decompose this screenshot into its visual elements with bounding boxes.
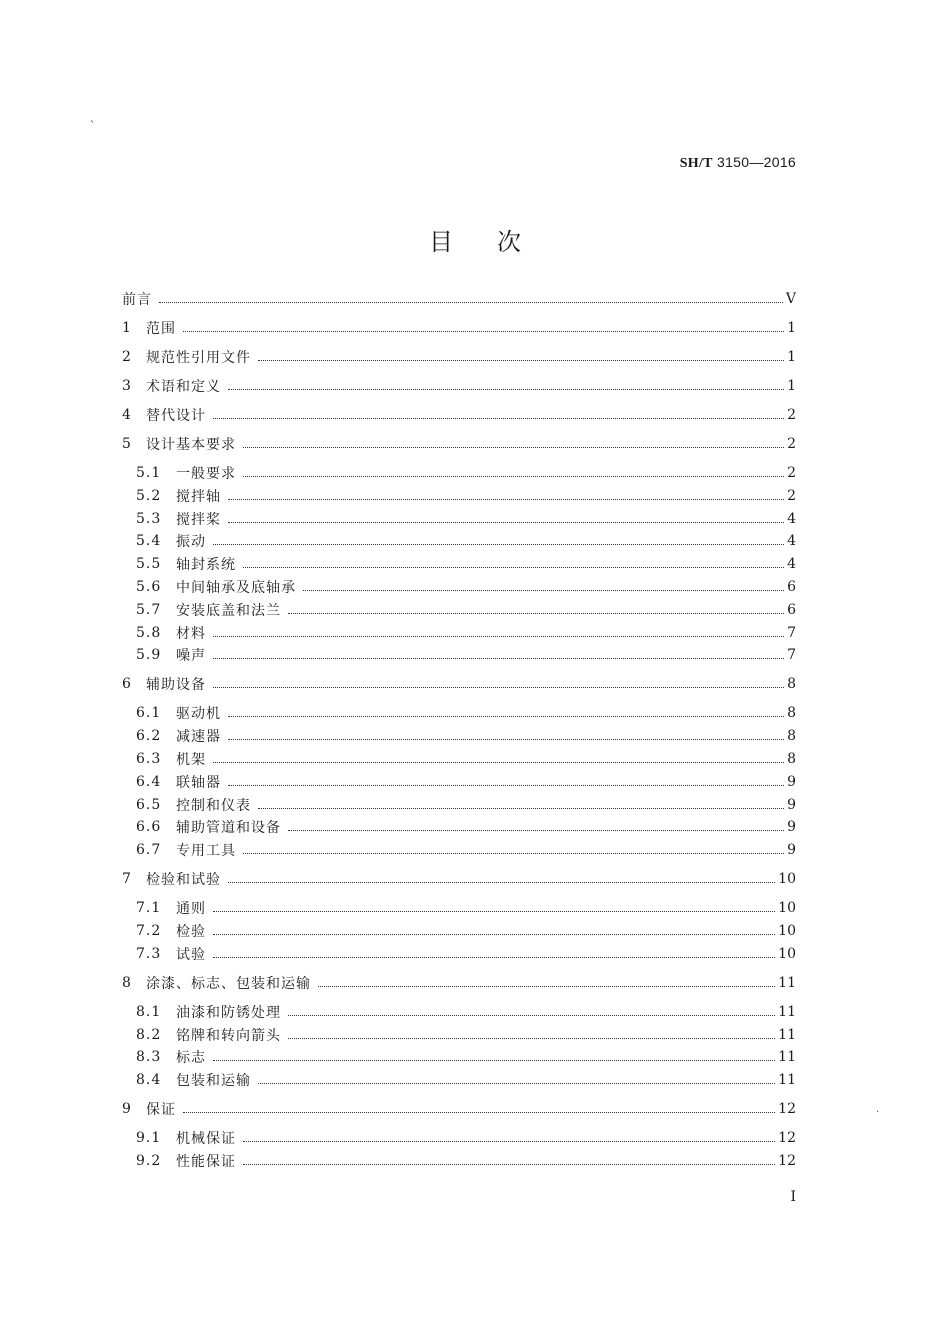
toc-entry[interactable] <box>122 576 796 598</box>
toc-entry[interactable] <box>122 839 796 861</box>
dot-leader <box>288 612 784 614</box>
toc-entry[interactable] <box>122 794 796 816</box>
toc-entry-page: 11 <box>778 1049 796 1066</box>
toc-entry-page: 12 <box>778 1130 796 1147</box>
toc-entry-number: 5.4 <box>136 533 162 550</box>
toc-entry-page: 2 <box>787 487 796 504</box>
toc-entry-number: 6.4 <box>136 773 162 790</box>
toc-entry-label: 油漆和防锈处理 <box>176 1004 281 1021</box>
toc-entry-number: 1 <box>122 320 131 336</box>
dot-leader <box>243 566 784 568</box>
toc-entry-number: 5.1 <box>136 465 162 481</box>
toc-entry-label: 驱动机 <box>176 706 221 723</box>
dot-leader <box>243 1140 775 1142</box>
toc-entry-page: 10 <box>778 923 796 939</box>
toc-entry[interactable] <box>122 725 796 747</box>
page-number: I <box>790 1189 796 1205</box>
toc-entry-page: 4 <box>787 533 796 550</box>
toc-entry-label: 检验和试验 <box>146 872 221 889</box>
dot-leader <box>213 657 784 659</box>
standard-prefix: SH/T <box>679 156 713 171</box>
toc-entry-label: 噪声 <box>176 648 206 665</box>
dot-leader <box>228 388 784 390</box>
dot-leader <box>318 985 775 987</box>
toc-entry-page: 9 <box>787 773 796 790</box>
toc-entry[interactable] <box>122 897 796 919</box>
toc-entry[interactable] <box>122 288 796 310</box>
dot-leader <box>243 446 784 448</box>
toc-entry-number: 4 <box>122 407 131 423</box>
toc-entry[interactable] <box>122 868 796 890</box>
toc-entry-label: 机架 <box>176 752 206 768</box>
toc-entry[interactable] <box>122 433 796 455</box>
toc-entry-page: 11 <box>778 1026 796 1043</box>
scan-speck: . <box>876 1104 880 1115</box>
dot-leader <box>228 784 784 786</box>
toc-entry[interactable] <box>122 553 796 575</box>
dot-leader <box>243 1163 775 1165</box>
toc-entry[interactable] <box>122 508 796 530</box>
toc-entry-number: 5 <box>122 436 131 452</box>
toc-entry-page: 10 <box>778 945 796 962</box>
dot-leader <box>159 301 783 303</box>
toc-entry-label: 规范性引用文件 <box>146 350 251 366</box>
toc-entry[interactable] <box>122 816 796 838</box>
toc-entry-number: 8 <box>122 974 131 991</box>
dot-leader <box>183 330 784 332</box>
toc-entry[interactable] <box>122 404 796 426</box>
toc-entry-label: 铭牌和转向箭头 <box>176 1027 281 1044</box>
toc-entry[interactable] <box>122 375 796 397</box>
toc-entry[interactable] <box>122 622 796 644</box>
toc-entry-page: 4 <box>787 556 796 573</box>
dot-leader <box>213 910 775 912</box>
toc-entry-page: 1 <box>787 349 796 365</box>
toc-entry-number: 5.2 <box>136 487 162 504</box>
toc-entry[interactable] <box>122 346 796 368</box>
toc-entry-page: 11 <box>778 1003 796 1020</box>
dot-leader <box>243 475 784 477</box>
toc-entry[interactable] <box>122 599 796 621</box>
toc-entry-label: 一般要求 <box>176 466 236 482</box>
toc-entry-label: 保证 <box>146 1102 176 1119</box>
toc-entry-number: 5.5 <box>136 556 162 573</box>
toc-entry[interactable] <box>122 530 796 552</box>
toc-entry-number: 6.3 <box>136 751 162 767</box>
toc-entry-page: 9 <box>787 819 796 836</box>
toc-entry-label: 替代设计 <box>146 408 206 424</box>
dot-leader <box>228 881 775 883</box>
toc-entry[interactable] <box>122 920 796 942</box>
toc-entry-label: 机械保证 <box>176 1131 236 1148</box>
toc-entry-number: 9.1 <box>136 1130 162 1147</box>
toc-entry-number: 6 <box>122 676 131 693</box>
toc-entry-label: 包装和运输 <box>176 1073 251 1090</box>
toc-entry-page: 7 <box>787 647 796 664</box>
toc-entry-page: 6 <box>787 579 796 595</box>
toc-entry-label: 性能保证 <box>176 1154 236 1170</box>
toc-entry-number: 6.7 <box>136 842 162 859</box>
dot-leader <box>288 1037 775 1039</box>
toc-entry-page: 8 <box>787 676 796 693</box>
dot-leader <box>288 829 784 831</box>
toc-entry[interactable] <box>122 317 796 339</box>
toc-entry[interactable] <box>122 1001 796 1023</box>
toc-entry-label: 材料 <box>176 625 206 642</box>
dot-leader <box>258 807 784 809</box>
toc-entry-page: 8 <box>787 751 796 767</box>
toc-entry[interactable] <box>122 1098 796 1120</box>
dot-leader <box>288 1014 775 1016</box>
dot-leader <box>258 359 784 361</box>
toc-entry-label: 辅助管道和设备 <box>176 820 281 837</box>
toc-entry[interactable] <box>122 1069 796 1091</box>
toc-entry-page: 2 <box>787 465 796 481</box>
toc-entry-page: V <box>785 291 796 307</box>
dot-leader <box>228 498 784 500</box>
toc-entry-page: 9 <box>787 796 796 813</box>
toc-entry-number: 3 <box>122 378 131 394</box>
toc-entry-number: 6.6 <box>136 819 162 836</box>
dot-leader <box>243 852 784 854</box>
toc-entry-page: 2 <box>787 407 796 423</box>
dot-leader <box>303 589 784 591</box>
toc-entry-label: 专用工具 <box>176 843 236 860</box>
toc-entry-label: 中间轴承及底轴承 <box>176 580 296 596</box>
dot-leader <box>213 956 775 958</box>
toc-entry-number: 6.1 <box>136 705 162 722</box>
scan-speck: 、 <box>90 114 100 125</box>
toc-entry-number: 6.5 <box>136 796 162 813</box>
toc-entry-page: 11 <box>778 974 796 991</box>
dot-leader <box>213 417 784 419</box>
toc-entry[interactable] <box>122 485 796 507</box>
toc-entry-page: 9 <box>787 842 796 859</box>
toc-entry-number: 8.1 <box>136 1003 162 1020</box>
toc-entry-label: 设计基本要求 <box>146 437 236 453</box>
toc-entry-number: 8.3 <box>136 1049 162 1066</box>
toc-entry-page: 12 <box>778 1153 796 1169</box>
toc-entry[interactable] <box>122 673 796 695</box>
toc-entry-number: 7.2 <box>136 923 162 939</box>
toc-entry[interactable] <box>122 702 796 724</box>
toc-entry[interactable] <box>122 1046 796 1068</box>
dot-leader <box>213 1059 775 1061</box>
dot-leader <box>228 715 784 717</box>
toc-entry-number: 9.2 <box>136 1153 162 1169</box>
toc-entry-label: 搅拌桨 <box>176 511 221 528</box>
toc-entry-page: 8 <box>787 705 796 722</box>
toc-entry-number: 7.1 <box>136 900 162 917</box>
toc-entry-label: 安装底盖和法兰 <box>176 602 281 619</box>
toc-entry-page: 11 <box>778 1072 796 1089</box>
dot-leader <box>213 761 784 763</box>
toc-entry-label: 搅拌轴 <box>176 488 221 505</box>
toc-entry[interactable] <box>122 644 796 666</box>
toc-entry[interactable] <box>122 943 796 965</box>
toc-entry-page: 7 <box>787 624 796 641</box>
dot-leader <box>228 738 784 740</box>
toc-entry[interactable] <box>122 771 796 793</box>
standard-code <box>680 154 796 172</box>
dot-leader <box>213 686 784 688</box>
toc-entry-number: 2 <box>122 349 131 365</box>
dot-leader <box>183 1111 775 1113</box>
toc-entry-label: 减速器 <box>176 729 221 746</box>
toc-entry-label: 涂漆、标志、包装和运输 <box>146 975 311 992</box>
toc-entry-number: 8.4 <box>136 1072 162 1089</box>
toc-entry-number: 5.3 <box>136 510 162 527</box>
toc-entry-page: 4 <box>787 510 796 527</box>
toc-entry[interactable] <box>122 748 796 770</box>
toc-entry-page: 8 <box>787 728 796 745</box>
toc-entry-label: 联轴器 <box>176 774 221 791</box>
dot-leader <box>228 521 784 523</box>
toc-entry-label: 前言 <box>122 292 152 308</box>
toc-entry-label: 轴封系统 <box>176 557 236 574</box>
toc-entry-number: 5.8 <box>136 624 162 641</box>
toc-entry-label: 检验 <box>176 924 206 940</box>
toc-entry-number: 5.9 <box>136 647 162 664</box>
toc-entry-page: 1 <box>787 378 796 394</box>
toc-entry[interactable] <box>122 462 796 484</box>
toc-entry-page: 1 <box>787 320 796 336</box>
toc-entry[interactable] <box>122 1150 796 1172</box>
toc-entry[interactable] <box>122 1127 796 1149</box>
toc-entry-number: 5.6 <box>136 579 162 595</box>
toc-entry-number: 7.3 <box>136 945 162 962</box>
toc-entry-label: 控制和仪表 <box>176 797 251 814</box>
toc-entry[interactable] <box>122 1024 796 1046</box>
dot-leader <box>258 1082 775 1084</box>
toc-entry-label: 术语和定义 <box>146 379 221 395</box>
toc-entry-number: 6.2 <box>136 728 162 745</box>
dot-leader <box>213 635 784 637</box>
standard-number: 3150—2016 <box>717 154 796 170</box>
toc-entry-page: 2 <box>787 436 796 452</box>
toc-entry-label: 振动 <box>176 534 206 551</box>
page-title: 目次 <box>429 228 565 256</box>
toc-entry-page: 10 <box>778 900 796 917</box>
toc-entry-label: 范围 <box>146 321 176 337</box>
toc-entry-page: 12 <box>778 1101 796 1118</box>
toc-entry-page: 10 <box>778 871 796 888</box>
toc-entry[interactable] <box>122 972 796 994</box>
toc-entry-label: 通则 <box>176 901 206 918</box>
toc-entry-number: 8.2 <box>136 1026 162 1043</box>
toc-entry-number: 9 <box>122 1101 131 1118</box>
dot-leader <box>213 933 775 935</box>
toc-entry-number: 7 <box>122 871 131 888</box>
dot-leader <box>213 543 784 545</box>
toc-entry-label: 标志 <box>176 1050 206 1067</box>
toc-entry-label: 辅助设备 <box>146 677 206 694</box>
toc-entry-page: 6 <box>787 601 796 618</box>
toc-entry-label: 试验 <box>176 946 206 963</box>
toc-entry-number: 5.7 <box>136 601 162 618</box>
